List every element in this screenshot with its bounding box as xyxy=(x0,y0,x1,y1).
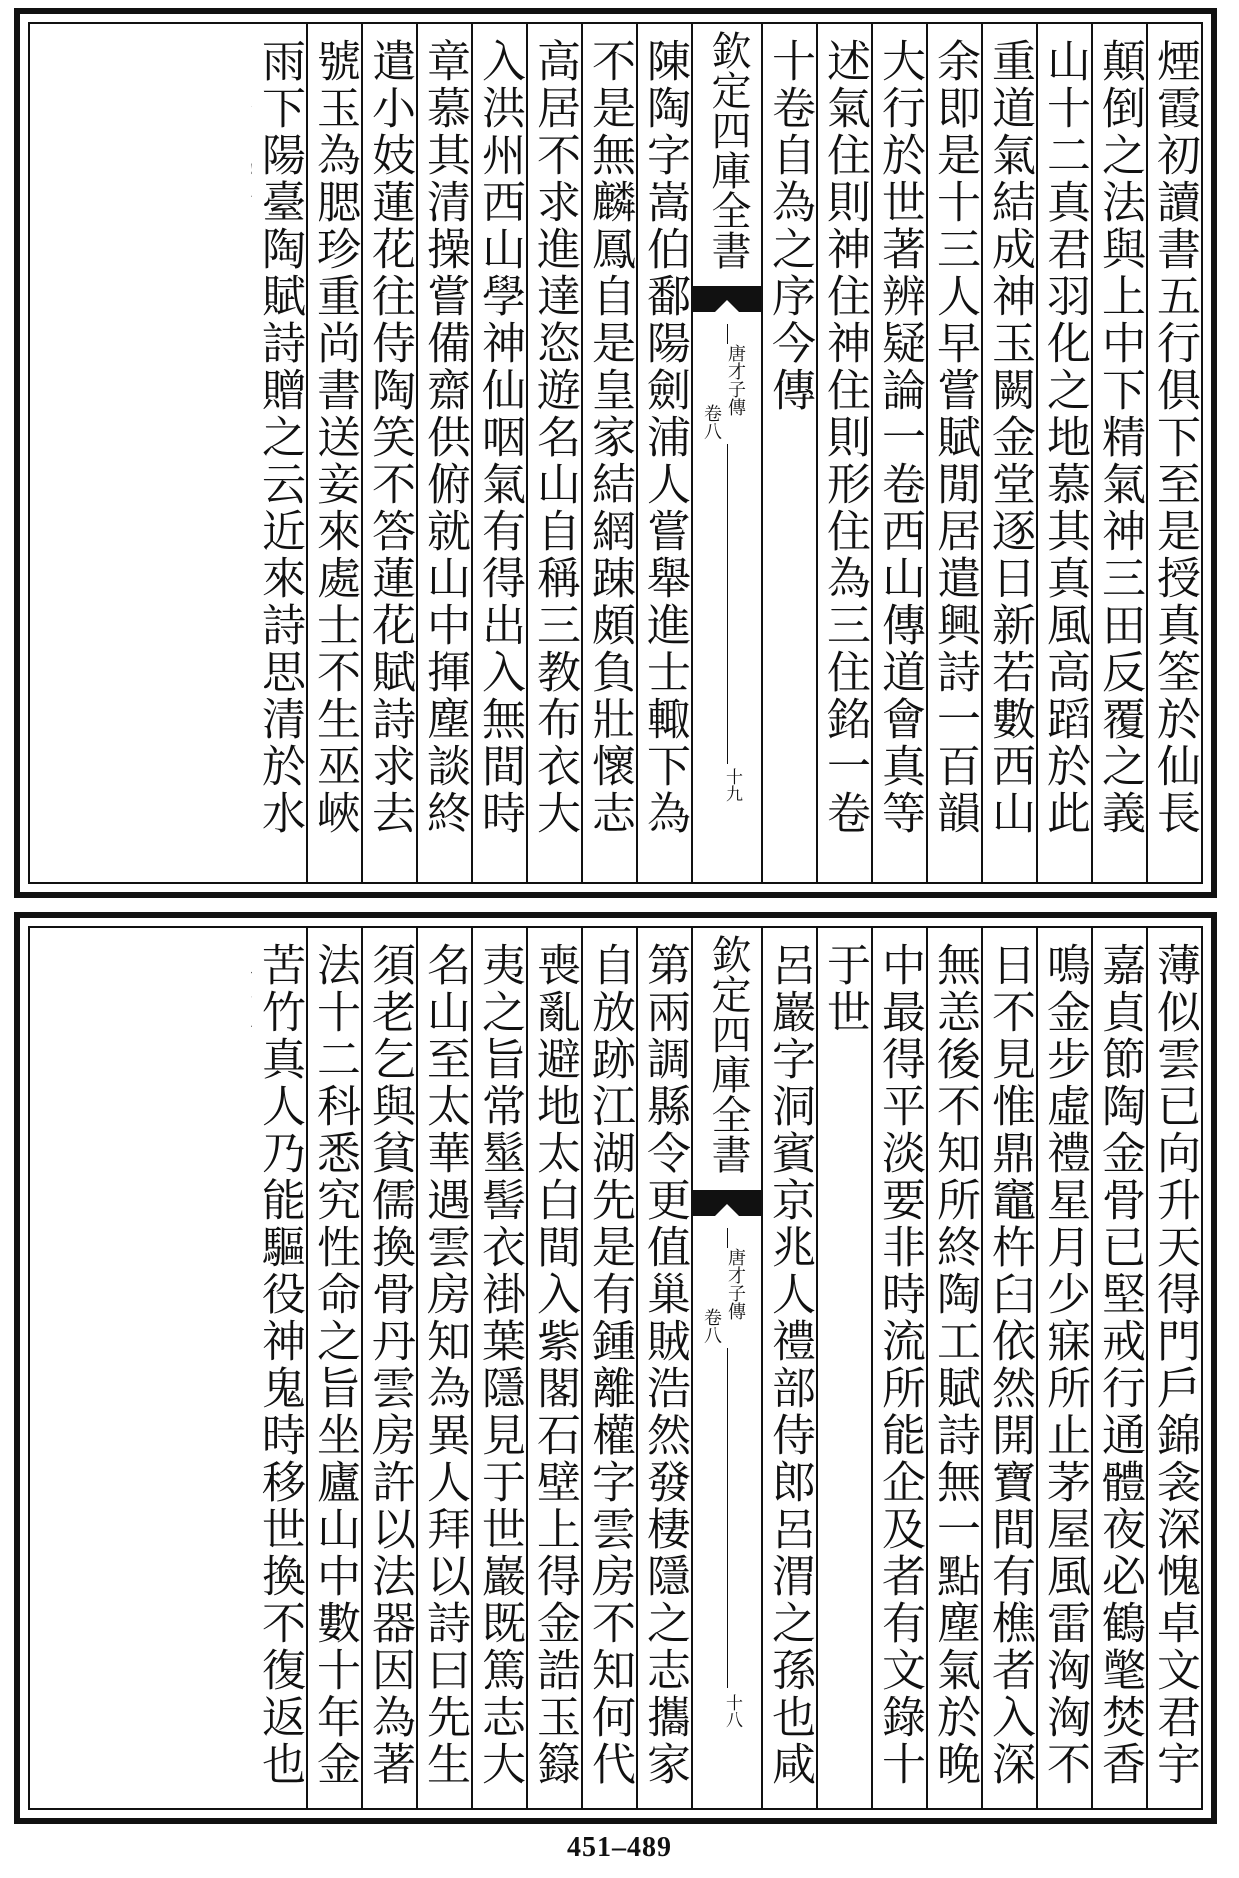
text-column: 重道氣結成神玉闕金堂逐日新若數西山 xyxy=(981,24,1036,882)
text-column: 第兩調縣令更值巢賊浩然發棲隱之志攜家 xyxy=(636,928,691,1808)
text-column: 章慕其清操嘗備齋供俯就山中揮塵談終 xyxy=(416,24,471,882)
text-column: 自放跡江湖先是有鍾離權字雲房不知何代 xyxy=(581,928,636,1808)
text-column: 夷之旨常髽髻衣褂葉隱見于世巖既篤志大 xyxy=(471,928,526,1808)
fishtail-notch xyxy=(713,300,741,314)
fold-column xyxy=(691,24,761,882)
text-column: 日不見惟鼎竈杵臼依然開寶間有樵者入深 xyxy=(981,928,1036,1808)
fold-line xyxy=(727,324,728,344)
volume-label: 卷八 xyxy=(701,1308,722,1344)
text-column: 號玉為腮珍重尚書送妾來處士不生巫峽 xyxy=(306,24,361,882)
text-column: 不是無麟鳳自是皇家結網踈頗負壯懷志 xyxy=(581,24,636,882)
text-column: 高居不求進達恣遊名山自稱三教布衣大 xyxy=(526,24,581,882)
text-column: 薄似雲已向升天得門戶錦衾深愧卓文君宇 xyxy=(1146,928,1201,1808)
text-column: 法十二科悉究性命之旨坐廬山中數十年金 xyxy=(306,928,361,1808)
text-column: 呂巖字洞賓京兆人禮部侍郎呂渭之孫也咸 xyxy=(761,928,816,1808)
book-title: 唐才子傳 xyxy=(725,1248,746,1320)
text-column: 名山至太華遇雲房知為異人拜以詩曰先生 xyxy=(416,928,471,1808)
page-number: 451–489 xyxy=(567,1832,672,1863)
text-column: 苦竹真人乃能驅役神鬼時移世換不復返也 xyxy=(254,942,305,1788)
text-column: 述氣住則神住神住則形住為三住銘一卷 xyxy=(816,24,871,882)
text-column: 入洪州西山學神仙咽氣有得出入無間時 xyxy=(471,24,526,882)
library-title: 欽定四庫全書 xyxy=(705,934,751,1174)
library-title: 欽定四庫全書 xyxy=(705,30,751,270)
lower-leaf-frame xyxy=(28,926,1203,1810)
fold-column xyxy=(691,928,761,1808)
text-column: 煙霞初讀書五行俱下至是授真筌於仙長 xyxy=(1146,24,1201,882)
upper-leaf xyxy=(14,8,1217,898)
text-column: 山十二真君羽化之地慕其真風高蹈於此 xyxy=(1036,24,1091,882)
text-column: 鳴金步虛禮星月少寐所止茅屋風雷洶洶不 xyxy=(1036,928,1091,1808)
text-column: 遣小妓蓮花往侍陶笑不答蓮花賦詩求去 xyxy=(361,24,416,882)
text-column: 顛倒之法與上中下精氣神三田反覆之義 xyxy=(1091,24,1146,882)
volume-label: 卷八 xyxy=(701,404,722,440)
text-column: 大行於世著辨疑論一卷西山傳道會真等 xyxy=(871,24,926,882)
folio-number: 十八 xyxy=(722,1694,742,1728)
text-column: 于世 xyxy=(816,928,871,1808)
fold-line xyxy=(727,444,728,764)
fishtail-notch xyxy=(713,1204,741,1218)
upper-leaf-frame xyxy=(28,22,1203,884)
text-column: 喪亂避地太白間入紫閣石壁上得金誥玉籙 xyxy=(526,928,581,1808)
book-title: 唐才子傳 xyxy=(725,344,746,416)
lower-leaf-columns xyxy=(30,928,1201,1808)
text-column: 雨下陽臺陶賦詩贈之云近來詩思清於水 xyxy=(254,38,305,837)
folio-number: 十九 xyxy=(722,768,742,802)
text-column: 十卷自為之序今傳 xyxy=(761,24,816,882)
fold-line xyxy=(727,1348,728,1688)
text-column: 余即是十三人早嘗賦閒居遣興詩一百韻 xyxy=(926,24,981,882)
text-column: 無恙後不知所終陶工賦詩無一點塵氣於晚 xyxy=(926,928,981,1808)
text-column: 嘉貞節陶金骨已堅戒行通體夜必鶴氅焚香 xyxy=(1091,928,1146,1808)
upper-leaf-columns xyxy=(30,24,1201,882)
text-column: 陳陶字嵩伯鄱陽劍浦人嘗舉進士輙下為 xyxy=(636,24,691,882)
text-column: 須老乞與貧儒換骨丹雲房許以法器因為著 xyxy=(361,928,416,1808)
fold-line xyxy=(727,1228,728,1248)
lower-leaf xyxy=(14,912,1217,1824)
text-column: 中最得平淡要非時流所能企及者有文錄十 xyxy=(871,928,926,1808)
